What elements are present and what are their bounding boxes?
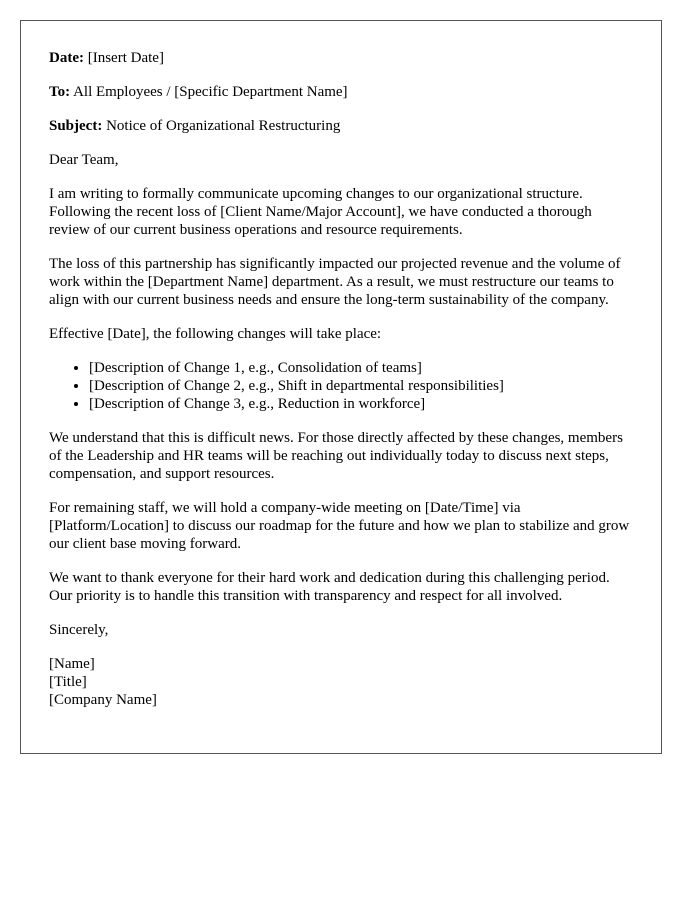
- list-item: • [Description of Change 1, e.g., Consolidation of teams]: [89, 359, 633, 377]
- signoff: Sincerely,: [49, 622, 109, 638]
- signature-block: [49, 655, 633, 709]
- paragraph: For remaining staff, we will hold a company-wide meeting on [Date/Time] via [Platform/Location] to discuss our roadmap for the future and how we plan to stabilize and grow our client base moving forward.: [49, 500, 630, 552]
- paragraph: The loss of this partnership has significantly impacted our projected revenue and the volume of work within the [Department Name] department. As a result, we must restructure our teams to align with our current business needs and ensure the long-term sustainability of the company.: [49, 256, 621, 308]
- date-label: Date:: [49, 50, 84, 66]
- to-value: All Employees / [Specific Department Name]: [73, 84, 348, 100]
- to-line: [49, 83, 633, 101]
- letter: [20, 20, 662, 754]
- paragraph: We understand that this is difficult news. For those directly affected by these changes, members of the Leadership and HR teams will be reaching out individually today to discuss next steps, compensation, and support resources.: [49, 430, 623, 482]
- subject-line: [49, 117, 633, 135]
- paragraph: We want to thank everyone for their hard work and dedication during this challenging period. Our priority is to handle this transition with transparency and respect for all involved.: [49, 570, 610, 604]
- paragraph: I am writing to formally communicate upcoming changes to our organizational structure. Following the recent loss of [Client Name/Major Account], we have conducted a thorough review of our current business operations and resource requirements.: [49, 186, 592, 238]
- signature-name: [Name]: [49, 656, 95, 672]
- list-item: • [Description of Change 2, e.g., Shift in departmental responsibilities]: [89, 377, 633, 395]
- signature-title: [Title]: [49, 674, 87, 690]
- changes-list: [49, 359, 633, 413]
- date-line: [49, 49, 633, 67]
- list-item: • [Description of Change 3, e.g., Reduction in workforce]: [89, 395, 633, 413]
- subject-label: Subject:: [49, 118, 103, 134]
- greeting: Dear Team,: [49, 152, 119, 168]
- subject-value: Notice of Organizational Restructuring: [106, 118, 341, 134]
- paragraph: Effective [Date], the following changes will take place:: [49, 326, 382, 342]
- date-value: [Insert Date]: [87, 50, 164, 66]
- to-label: To:: [49, 84, 71, 100]
- signature-company: [Company Name]: [49, 692, 157, 708]
